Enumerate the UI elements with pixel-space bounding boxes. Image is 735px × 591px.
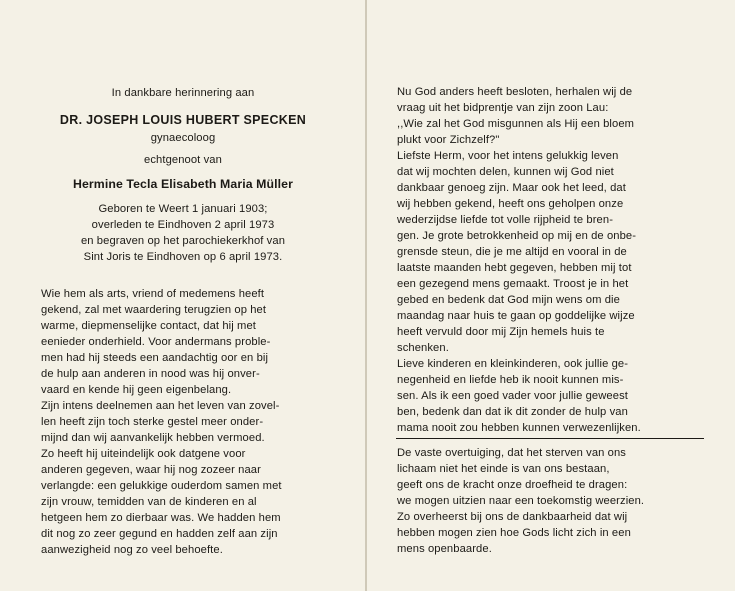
- body-line: ,,Wie zal het God misgunnen als Hij een bloem: [397, 118, 635, 130]
- body-line: wederzijdse liefde tot volle rijpheid te bren-: [397, 214, 614, 226]
- detail-line: Geboren te Weert 1 januari 1903;: [98, 203, 268, 215]
- body-line: anderen gegeven, waar hij nog zozeer naar: [41, 464, 261, 476]
- body-line: ben, bedenk dan dat ik dit zonder de hulp van: [397, 406, 628, 418]
- body-line: aanwezigheid nog zo veel behoefte.: [41, 544, 223, 556]
- profession-text: gynaecoloog: [150, 132, 216, 144]
- closing-line: De vaste overtuiging, dat het sterven van ons: [397, 447, 627, 459]
- body-line: dat wij mochten delen, kunnen wij God niet: [397, 166, 614, 178]
- body-line: Zijn intens deelnemen aan het leven van zovel-: [41, 400, 280, 412]
- detail-line: Sint Joris te Eindhoven op 6 april 1973.: [83, 251, 283, 263]
- body-line: verlangde: een gelukkige ouderdom samen met: [41, 480, 282, 492]
- body-line: hetgeen hem zo dierbaar was. We hadden hem: [41, 512, 281, 524]
- right-panel: [367, 0, 735, 591]
- body-line: vraag uit het bidprentje van zijn zoon Lau:: [397, 102, 609, 114]
- body-line: Liefste Herm, voor het intens gelukkig leven: [397, 150, 619, 162]
- body-line: de hulp aan anderen in nood was hij onver-: [41, 368, 260, 380]
- body-line: heeft vervuld door mij Zijn hemels huis te: [397, 326, 605, 338]
- body-line: len heeft zijn toch sterke gestel meer onder-: [41, 416, 264, 428]
- body-line: Lieve kinderen en kleinkinderen, ook jullie ge-: [397, 358, 629, 370]
- body-line: zijn vrouw, temidden van de kinderen en al: [41, 496, 257, 508]
- detail-line: en begraven op het parochiekerkhof van: [80, 235, 286, 247]
- detail-line: overleden te Eindhoven 2 april 1973: [91, 219, 275, 231]
- body-line: schenken.: [397, 342, 449, 354]
- deceased-name: DR. JOSEPH LOUIS HUBERT SPECKEN: [59, 113, 307, 127]
- body-line: negenheid en liefde heb ik nooit kunnen mis-: [397, 374, 624, 386]
- body-line: wij hebben gekend, heeft ons geholpen onze: [397, 198, 624, 210]
- spouse-intro-text: echtgenoot van: [144, 154, 222, 166]
- body-line: gen. Je grote betrokkenheid op mij en de onbe-: [397, 230, 637, 242]
- closing-line: lichaam niet het einde is van ons bestaan,: [397, 463, 610, 475]
- intro-text: In dankbare herinnering aan: [111, 87, 255, 99]
- body-line: een gezegend mens gemaakt. Troost je in het: [397, 278, 629, 290]
- body-line: gekend, zal met waardering terugzien op het: [41, 304, 267, 316]
- body-line: men had hij steeds een aandachtig oor en bij: [41, 352, 269, 364]
- body-line: warme, diepmenselijke contact, dat hij met: [41, 320, 256, 332]
- body-line: dit nog zo zeer gegund en hadden zelf aan zijn: [41, 528, 278, 540]
- body-line: dankbaar genoeg zijn. Maar ook het leed, dat: [397, 182, 626, 194]
- body-line: grensde steun, die je me altijd en vooral in de: [397, 246, 627, 258]
- closing-line: we mogen uitzien naar een toekomstig weerzien.: [397, 495, 645, 507]
- body-line: gebed en bedenk dat God mijn wens om die: [397, 294, 620, 306]
- body-line: mama nooit zou hebben kunnen verwezenlijken.: [397, 422, 641, 434]
- body-line: plukt voor Zichzelf?": [397, 134, 500, 146]
- body-line: laatste maanden hebt gegeven, hebben mij tot: [397, 262, 632, 274]
- section-divider: [396, 438, 704, 439]
- body-line: maandag naar huis te gaan op goddelijke wijze: [397, 310, 635, 322]
- body-line: sen. Als ik een goed vader voor jullie geweest: [397, 390, 628, 402]
- closing-line: geeft ons de kracht onze droefheid te dragen:: [397, 479, 628, 491]
- body-line: mijnd dan wij aanvankelijk hebben vermoed.: [41, 432, 265, 444]
- closing-line: hebben mogen zien hoe Gods licht zich in een: [397, 527, 631, 539]
- body-line: Nu God anders heeft besloten, herhalen wij de: [397, 86, 633, 98]
- body-line: Zo heeft hij uiteindelijk ook datgene voor: [41, 448, 246, 460]
- body-line: Wie hem als arts, vriend of medemens heeft: [41, 288, 265, 300]
- body-line: vaard en kende hij geen eigenbelang.: [41, 384, 232, 396]
- closing-line: mens openbaarde.: [397, 543, 492, 555]
- left-panel: [0, 0, 366, 591]
- closing-line: Zo overheerst bij ons de dankbaarheid dat wij: [397, 511, 628, 523]
- spouse-name: Hermine Tecla Elisabeth Maria Müller: [72, 177, 293, 191]
- body-line: eenieder onderhield. Voor andermans proble-: [41, 336, 271, 348]
